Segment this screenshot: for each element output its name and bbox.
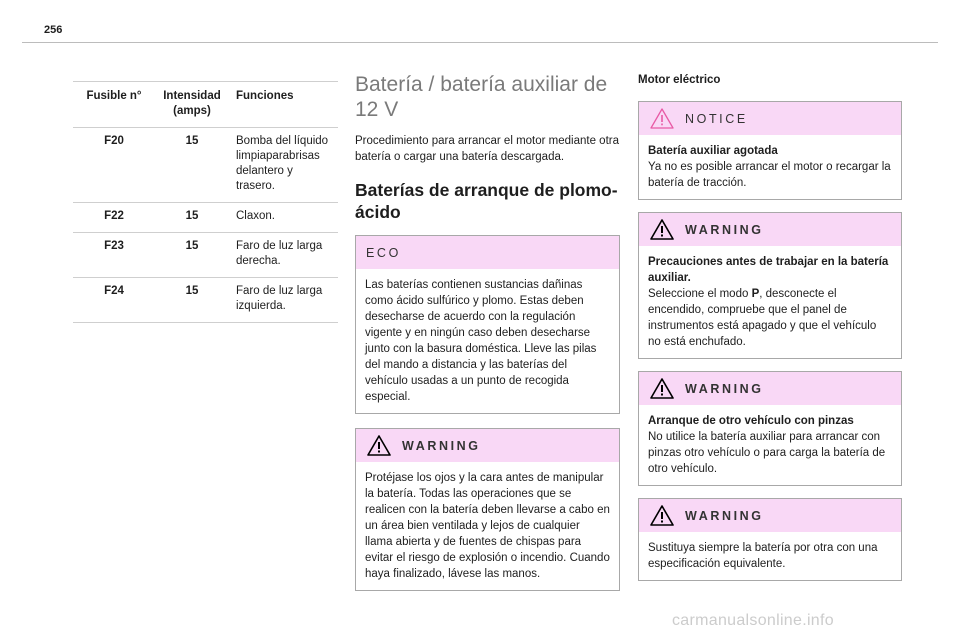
fuse-table-header-row [73, 82, 338, 128]
table-row [73, 278, 338, 323]
electric-motor-title: Motor eléctrico [638, 74, 721, 86]
fuse-function: Bomba del líquido limpiaparabrisas delantero y trasero. [229, 128, 338, 203]
warning-callout-header [356, 429, 619, 462]
fuse-amps: 15 [155, 278, 229, 323]
warning-callout-header [639, 372, 901, 405]
header-fuse-number: Fusible n° [73, 82, 155, 128]
warning-heading: Precauciones antes de trabajar en la batería auxiliar. [648, 256, 889, 284]
warning-text: No utilice la batería auxiliar para arrancar con pinzas otro vehículo o para carga la batería de otro vehículo. [648, 431, 886, 475]
fuse-amps: 15 [155, 203, 229, 233]
notice-body [639, 135, 901, 199]
notice-label: NOTICE [685, 111, 748, 126]
warning-text-before: Seleccione el modo [648, 288, 752, 300]
table-row [73, 128, 338, 203]
warning-text-after: , desconecte el encendido, compruebe que el panel de instrumentos está apagado y que el vehículo no está enchufado. [648, 288, 877, 348]
warning-icon [649, 378, 675, 400]
fuse-number: F23 [73, 233, 155, 278]
eco-callout [355, 235, 620, 414]
warning-icon [366, 435, 392, 457]
warning-callout [355, 428, 620, 591]
fuse-amps: 15 [155, 128, 229, 203]
warning-label: WARNING [685, 508, 764, 523]
eco-text: Las baterías contienen sustancias dañinas como ácido sulfúrico y plomo. Estas deben desecharse de acuerdo con la regulación vigente y en ningún caso deben desecharse junto con la basura doméstica. Lleve las pilas del mando a distancia y las baterías del vehículo usadas a un punto de recogida especial. [365, 279, 597, 403]
notice-icon [649, 108, 675, 130]
warning-label: WARNING [402, 438, 481, 453]
table-row [73, 233, 338, 278]
fuse-table [73, 81, 338, 323]
warning-body [639, 405, 901, 485]
warning-callout-jumpstart [638, 371, 902, 486]
notice-callout-header [639, 102, 901, 135]
warning-callout-auxiliary [638, 212, 902, 359]
notice-text: Ya no es posible arrancar el motor o recargar la batería de tracción. [648, 161, 891, 189]
lead-acid-section-title: Baterías de arranque de plomo-ácido [355, 180, 618, 222]
eco-callout-header [356, 236, 619, 269]
header-divider [22, 42, 938, 43]
warning-label: WARNING [685, 222, 764, 237]
warning-heading: Arranque de otro vehículo con pinzas [648, 415, 854, 427]
notice-heading: Batería auxiliar agotada [648, 145, 778, 157]
eco-label: ECO [366, 245, 401, 260]
fuse-function: Claxon. [229, 203, 338, 233]
warning-body [639, 246, 901, 358]
fuse-amps: 15 [155, 233, 229, 278]
electric-motor-column [638, 74, 902, 593]
warning-callout-header [639, 499, 901, 532]
watermark: carmanualsonline.info [672, 612, 834, 629]
warning-text: Sustituya siempre la batería por otra con una especificación equivalente. [648, 542, 878, 570]
table-row [73, 203, 338, 233]
warning-icon [649, 219, 675, 241]
warning-callout-replacement [638, 498, 902, 581]
fuse-function: Faro de luz larga izquierda. [229, 278, 338, 323]
warning-icon [649, 505, 675, 527]
fuse-number: F22 [73, 203, 155, 233]
battery-column [355, 72, 620, 603]
warning-callout-header [639, 213, 901, 246]
battery-title: Batería / batería auxiliar de 12 V [355, 73, 608, 121]
warning-text: Protéjase los ojos y la cara antes de manipular la batería. Todas las operaciones que se realicen con la batería deben llevarse a cabo en un área bien ventilada y lejos de cualquier llama abierta y de fuentes de chispas para evitar el riesgo de explosión o incendio. Cuando haya finalizado, lávese las manos. [365, 472, 610, 580]
warning-label: WARNING [685, 381, 764, 396]
fuse-function: Faro de luz larga derecha. [229, 233, 338, 278]
header-functions: Funciones [229, 82, 338, 128]
header-amps: Intensidad (amps) [155, 82, 229, 128]
battery-intro: Procedimiento para arrancar el motor mediante otra batería o cargar una batería descargada. [355, 135, 619, 163]
mode-p: P [751, 288, 760, 300]
notice-callout [638, 101, 902, 200]
fuse-number: F20 [73, 128, 155, 203]
page-number: 256 [44, 24, 63, 36]
fuse-number: F24 [73, 278, 155, 323]
